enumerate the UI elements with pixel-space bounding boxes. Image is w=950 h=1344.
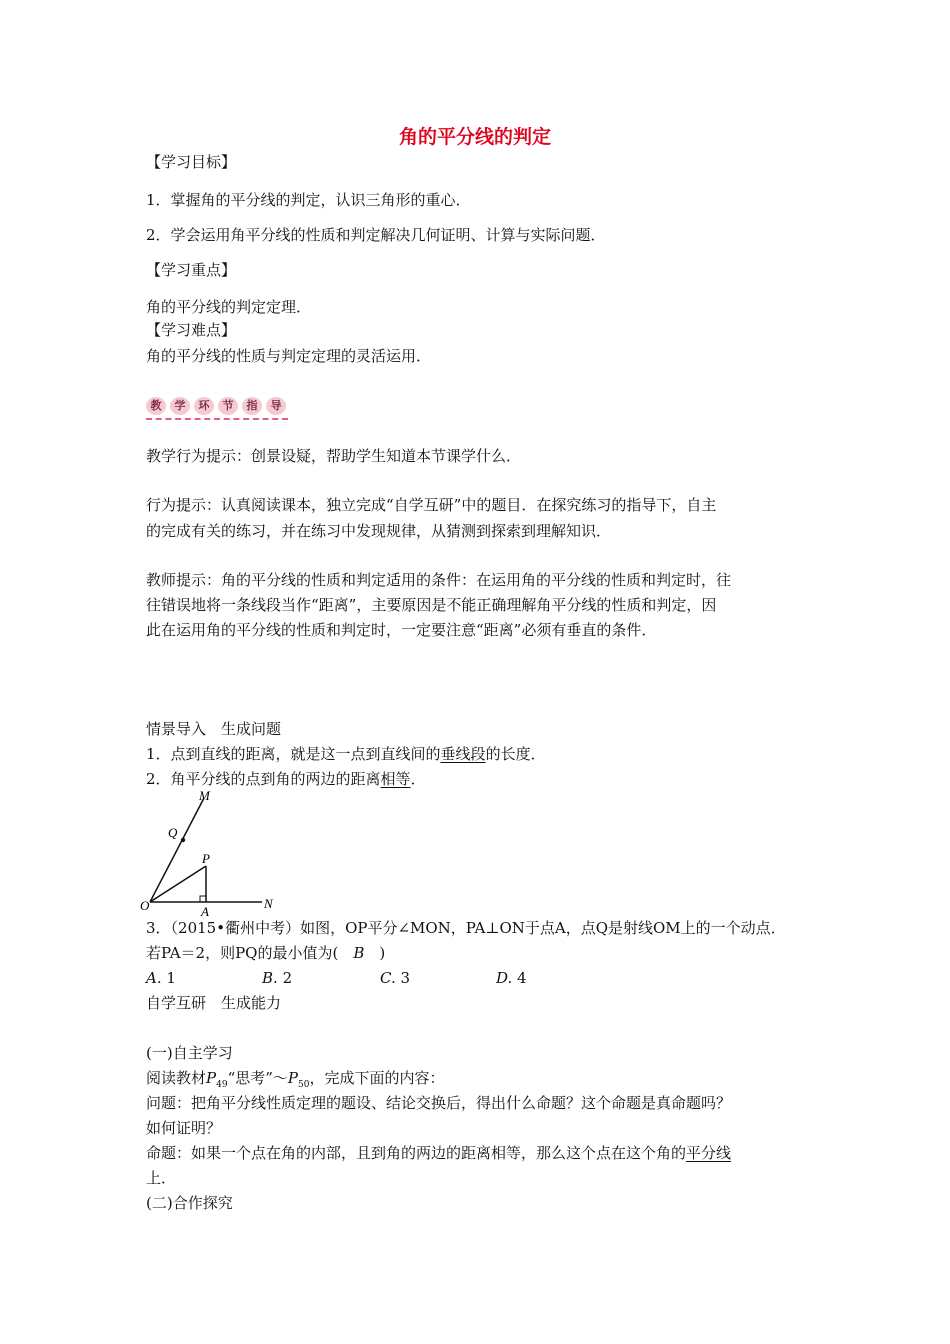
subsection-2: (二)合作探究: [146, 1194, 233, 1212]
option-letter: A.: [146, 969, 162, 987]
prop-prefix: 命题：如果一个点在角的内部，且到角的两边的距离相等，那么这个点在这个角的: [146, 1144, 687, 1162]
option-value: 2: [282, 969, 293, 987]
option-letter: C.: [380, 969, 396, 987]
point-q: [181, 838, 185, 842]
proposition-end: 上．: [146, 1169, 177, 1187]
q1-answer: 垂线段: [440, 745, 486, 763]
page-49: 49: [216, 1080, 228, 1090]
badge-char: 学: [170, 397, 190, 415]
section-badge: [146, 396, 288, 416]
page-50: 50: [298, 1080, 310, 1090]
read-prefix: 阅读教材: [146, 1069, 207, 1087]
question-text-2: 如何证明？: [146, 1119, 222, 1137]
option-letter: B.: [262, 969, 278, 987]
action-hint-line-2: 的完成有关的练习，并在练习中发现规律，从猜测到探索到理解知识．: [146, 522, 612, 540]
label-o: O: [140, 898, 150, 913]
q3-suffix: ): [364, 944, 386, 962]
key-header: 【学习重点】: [146, 261, 237, 279]
q2-prefix: 2．角平分线的点到角的两边的距离: [146, 770, 381, 788]
segment-op: [150, 866, 206, 902]
label-m: M: [199, 788, 210, 803]
read-suffix: ，完成下面的内容：: [309, 1069, 445, 1087]
geometry-figure: [140, 786, 290, 918]
badge-char: 教: [146, 397, 166, 415]
page-p: P: [206, 1069, 217, 1087]
action-hint-line-1: 行为提示：认真阅读课本，独立完成“自学互研”中的题目．在探究练习的指导下，自主: [146, 496, 717, 514]
badge-char: 环: [194, 397, 214, 415]
page-title: 角的平分线的判定: [398, 126, 551, 148]
badge-char: 指: [242, 397, 262, 415]
label-q: Q: [168, 825, 178, 840]
section-heading-1: 情景导入 生成问题: [146, 720, 282, 738]
right-angle-mark: [200, 896, 206, 902]
teacher-hint-line-2: 往错误地将一条线段当作“距离”，主要原因是不能正确理解角平分线的性质和判定，因: [146, 596, 717, 614]
option-value: 3: [400, 969, 411, 987]
teacher-hint-line-1: 教师提示：角的平分线的性质和判定适用的条件：在运用角的平分线的性质和判定时，往: [146, 571, 732, 589]
difficult-header: 【学习难点】: [146, 321, 237, 339]
ray-om: [150, 798, 204, 902]
objectives-header: 【学习目标】: [146, 153, 237, 171]
label-n: N: [264, 896, 273, 911]
question-3-line-2: [146, 943, 385, 963]
teacher-hint-line-3: 此在运用角的平分线的性质和判定时，一定要注意“距离”必须有垂直的条件．: [146, 621, 657, 639]
section-heading-2: 自学互研 生成能力: [146, 994, 282, 1012]
q1-suffix: 的长度．: [485, 745, 546, 763]
objective-1: 1．掌握角的平分线的判定，认识三角形的重心．: [146, 191, 471, 209]
option-letter: D.: [496, 969, 513, 987]
option-value: 4: [517, 969, 527, 987]
page-p: P: [287, 1069, 298, 1087]
key-text: 角的平分线的判定定理．: [146, 298, 312, 316]
prop-answer: 平分线: [686, 1144, 732, 1162]
q3-answer: B: [353, 944, 365, 962]
option-value: 1: [166, 969, 176, 987]
badge-char: 导: [266, 397, 286, 415]
q3-prefix: 若PA＝2，则PQ的最小值为(: [146, 944, 354, 962]
q1-prefix: 1．点到直线的距离，就是这一点到直线间的: [146, 745, 441, 763]
label-p: P: [202, 851, 210, 866]
q2-answer: 相等: [380, 770, 411, 788]
question-text-1: 问题：把角平分线性质定理的题设、结论交换后，得出什么命题？这个命题是真命题吗？: [146, 1094, 732, 1112]
objective-2: 2．学会运用角平分线的性质和判定解决几何证明、计算与实际问题．: [146, 226, 606, 244]
subsection-1: (一)自主学习: [146, 1044, 233, 1062]
option-c: [380, 968, 410, 988]
option-b: [262, 968, 292, 988]
badge-underline: [146, 418, 288, 420]
q2-suffix: ．: [410, 770, 426, 788]
question-1: [146, 744, 546, 764]
read-middle: “思考”～: [227, 1069, 288, 1087]
label-a: A: [201, 904, 209, 918]
proposition: [146, 1143, 731, 1163]
teaching-hint: 教学行为提示：创景设疑，帮助学生知道本节课学什么．: [146, 447, 522, 465]
reading-instruction: [146, 1068, 444, 1095]
difficult-text: 角的平分线的性质与判定定理的灵活运用．: [146, 347, 432, 365]
badge-char: 节: [218, 397, 238, 415]
option-a: [146, 968, 176, 988]
question-3-line-1: 3．（2015•衢州中考）如图，OP平分∠MON，PA⊥ON于点A，点Q是射线OM上的一个动点．: [146, 919, 786, 937]
option-d: [496, 968, 527, 988]
